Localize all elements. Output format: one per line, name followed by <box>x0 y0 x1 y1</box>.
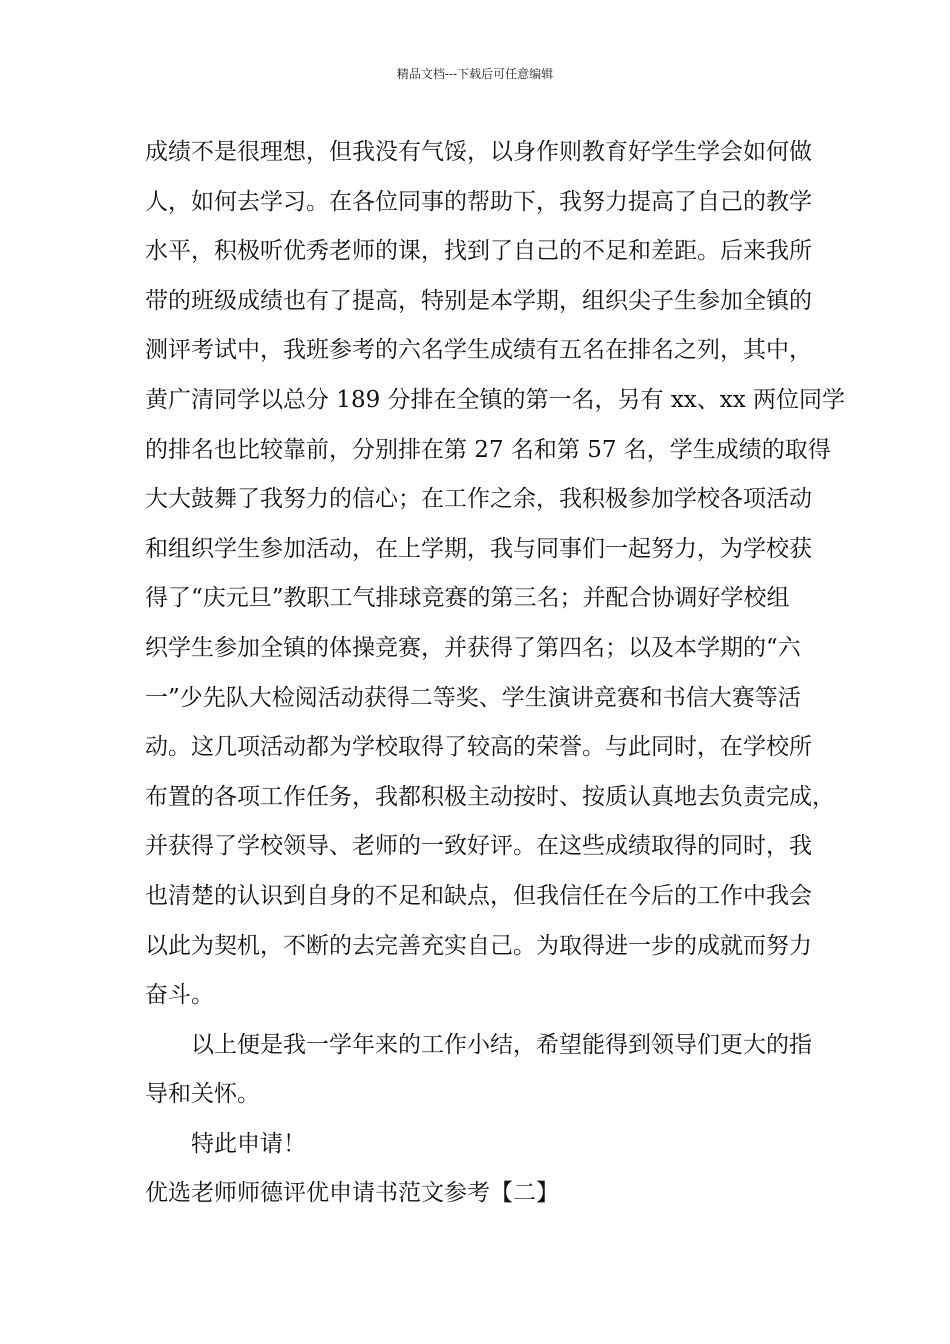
text-line: 成绩不是很理想，但我没有气馁，以身作则教育好学生学会如何做 <box>145 139 812 165</box>
text-line: 带的班级成绩也有了提高，特别是本学期，组织尖子生参加全镇的 <box>145 287 812 314</box>
text-line: 得了“庆元旦”教职工气排球竞赛的第三名；并配合协调好学校组 <box>145 585 790 612</box>
text-line: 水平，积极听优秀老师的课，找到了自己的不足和差距。后来我所 <box>145 238 812 265</box>
text-line: 导和关怀。 <box>145 1081 260 1108</box>
page-header: 精品文档---下载后可任意编辑 <box>396 67 554 81</box>
document-body <box>145 128 846 1219</box>
text-line: 动。这几项活动都为学校取得了较高的荣誉。与此同时，在学校所 <box>145 734 812 761</box>
text-line: 以上便是我一学年来的工作小结，希望能得到领导们更大的指 <box>191 1031 812 1058</box>
text-line: 大大鼓舞了我努力的信心；在工作之余，我积极参加学校各项活动 <box>145 486 812 513</box>
text-line: 测评考试中，我班参考的六名学生成绩有五名在排名之列，其中， <box>145 337 812 364</box>
text-line: 以此为契机，不断的去完善充实自己。为取得进一步的成就而努力 <box>145 932 812 959</box>
text-line: 也清楚的认识到自身的不足和缺点，但我信任在今后的工作中我会 <box>145 882 812 909</box>
text-line: 黄广清同学以总分 189 分排在全镇的第一名，另有 xx、xx 两位同学 <box>145 386 846 413</box>
section-heading: 优选老师师德评优申请书范文参考【二】 <box>145 1180 559 1207</box>
text-line: 一”少先队大检阅活动获得二等奖、学生演讲竞赛和书信大赛等活 <box>145 684 801 711</box>
text-line: 织学生参加全镇的体操竞赛，并获得了第四名；以及本学期的“六 <box>145 634 801 661</box>
text-line: 的排名也比较靠前，分别排在第 27 名和第 57 名，学生成绩的取得 <box>145 436 831 463</box>
text-line: 奋斗。 <box>145 982 214 1009</box>
text-line: 并获得了学校领导、老师的一致好评。在这些成绩取得的同时，我 <box>145 833 812 860</box>
text-line: 和组织学生参加活动，在上学期，我与同事们一起努力，为学校获 <box>145 535 812 562</box>
closing-line: 特此申请！ <box>191 1130 306 1157</box>
text-line: 布置的各项工作任务，我都积极主动按时、按质认真地去负责完成， <box>145 783 835 810</box>
text-line: 人，如何去学习。在各位同事的帮助下，我努力提高了自己的教学 <box>145 188 812 215</box>
